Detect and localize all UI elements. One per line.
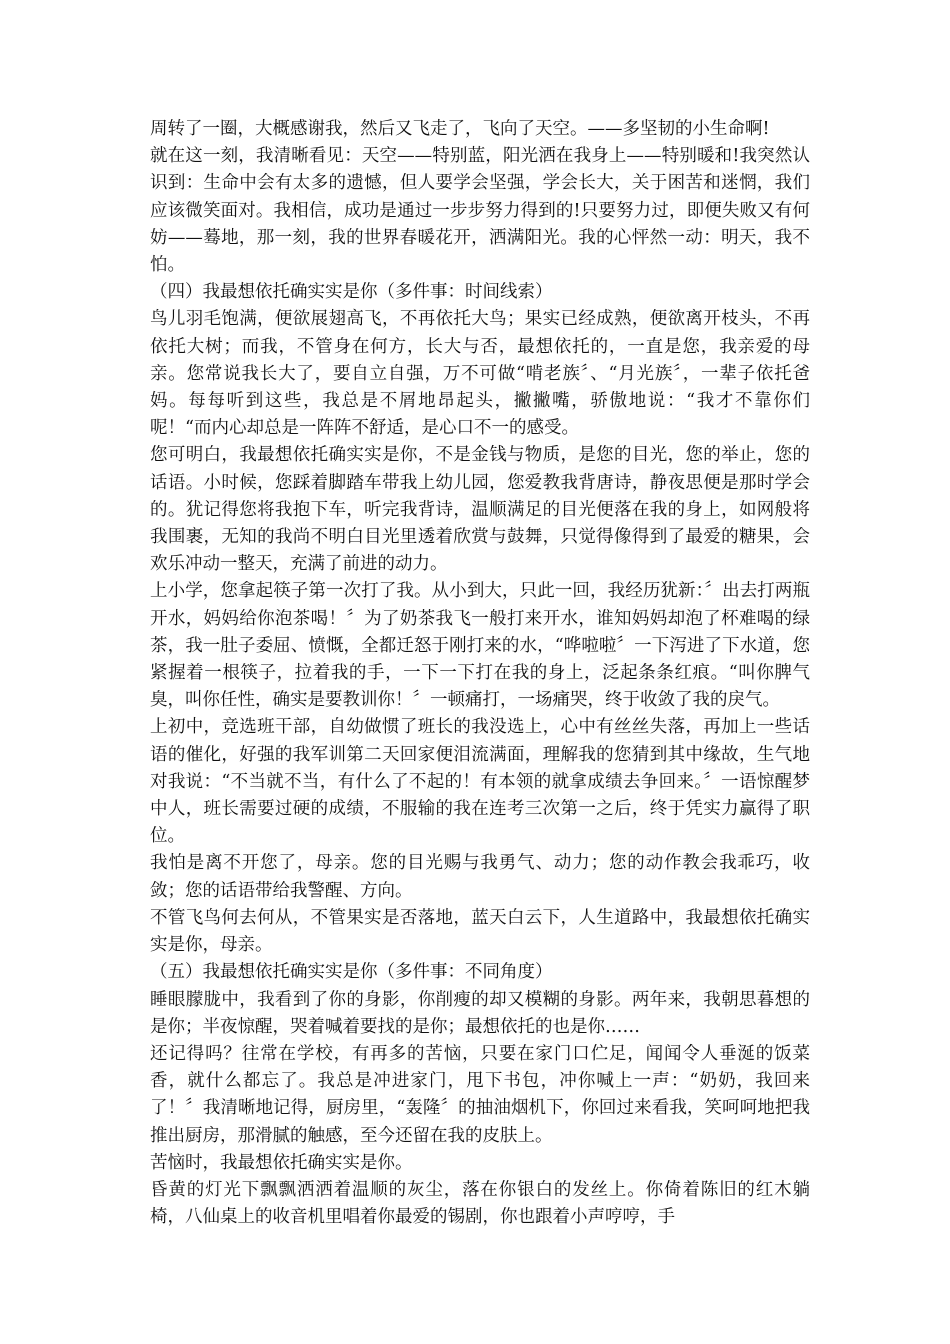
paragraph-4: 您可明白，我最想依托确实实是你，不是金钱与物质，是您的目光，您的举止，您的话语。小时候，您踩着脚踏车带我上幼儿园，您爱教我背唐诗，静夜思便是那时学会的。犹记得您将我抱下车，听完我背诗，温顺满足的目光便落在我的身上，如网般将我围裹，无知的我尚不明白目光里透着欣赏与鼓舞，只觉得像得到了最爱的糖果，会欢乐冲动一整天，充满了前进的动力。	[150, 445, 810, 575]
paragraph-6: 上初中，竞选班干部，自幼做惯了班长的我没选上，心中有丝丝失落，再加上一些话语的催化，好强的我军训第二天回家便泪流满面，理解我的您猜到其中缘故，生气地对我说：“不当就不当，有什么了不起的！有本领的就拿成绩去争回来。〞一语惊醒梦中人，班长需要过硬的成绩，不服输的我在连考三次第一之后，终于凭实力赢得了职位。	[150, 717, 810, 847]
paragraph-2: 就在这一刻，我清晰看见：天空——特别蓝，阳光洒在我身上——特别暖和!我突然认识到：生命中会有太多的遗憾，但人要学会坚强，学会长大，关于困苦和迷惘，我们应该微笑面对。我相信，成功是通过一步步努力得到的!只要努力过，即便失败又有何妨——蓦地，那一刻，我的世界春暖花开，洒满阳光。我的心怦然一动：明天，我不怕。	[150, 146, 810, 276]
paragraph-7: 我怕是离不开您了，母亲。您的目光赐与我勇气、动力；您的动作教会我乖巧，收敛；您的话语带给我警醒、方向。	[150, 853, 810, 901]
paragraph-10: 还记得吗？往常在学校，有再多的苦恼，只要在家门口伫足，闻闻令人垂涎的饭菜香，就什么都忘了。我总是冲进家门，甩下书包，冲你喊上一声：“奶奶，我回来了！〞我清晰地记得，厨房里，“轰隆〞的抽油烟机下，你回过来看我，笑呵呵地把我推出厨房，那滑腻的触感，至今还留在我的皮肤上。	[150, 1043, 810, 1146]
paragraph-1: 周转了一圈，大概感谢我，然后又飞走了，飞向了天空。——多坚韧的小生命啊!	[150, 119, 770, 139]
paragraph-11: 苦恼时，我最想依托确实实是你。	[150, 1152, 413, 1173]
section-heading-5: （五）我最想依托确实实是你（多件事：不同角度）	[150, 962, 553, 983]
paragraph-5: 上小学，您拿起筷子第一次打了我。从小到大，只此一回，我经历犹新：〞出去打两瓶开水，妈妈给你泡茶喝！〞为了奶茶我飞一般打来开水，谁知妈妈却泡了杯难喝的绿茶，我一肚子委屈、愤慨，全都迁怒于刚打来的水，“哗啦啦〞一下泻进了下水道，您紧握着一根筷子，拉着我的手，一下一下打在我的身上，泛起条条红痕。“叫你脾气臭，叫你任性，确实是要教训你！〞一顿痛打，一场痛哭，终于收敛了我的戾气。	[150, 581, 810, 711]
paragraph-3: 鸟儿羽毛饱满，便欲展翅高飞，不再依托大鸟；果实已经成熟，便欲离开枝头，不再依托大树；而我，不管身在何方，长大与否，最想依托的，一直是您，我亲爱的母亲。您常说我长大了，要自立自强，万不可做“啃老族〞、“月光族〞，一辈子依托爸妈。每每听到这些，我总是不屑地昂起头，撇撇嘴，骄傲地说：“我才不靠你们呢！“而内心却总是一阵阵不舒适，是心口不一的感受。	[150, 309, 810, 439]
paragraph-8: 不管飞鸟何去何从，不管果实是否落地，蓝天白云下，人生道路中，我最想依托确实实是你，母亲。	[150, 907, 810, 956]
paragraph-9: 睡眼朦胧中，我看到了你的身影，你削瘦的却又模糊的身影。两年来，我朝思暮想的是你；半夜惊醒，哭着喊着要找的是你；最想依托的也是你……	[150, 989, 810, 1037]
section-heading-4: （四）我最想依托确实实是你（多件事：时间线索）	[150, 282, 553, 303]
document-page	[150, 116, 810, 1231]
paragraph-12: 昏黄的灯光下飘飘洒洒着温顺的灰尘，落在你银白的发丝上。你倚着陈旧的红木躺椅，八仙桌上的收音机里唱着你最爱的锡剧，你也跟着小声哼哼，手	[150, 1179, 810, 1228]
